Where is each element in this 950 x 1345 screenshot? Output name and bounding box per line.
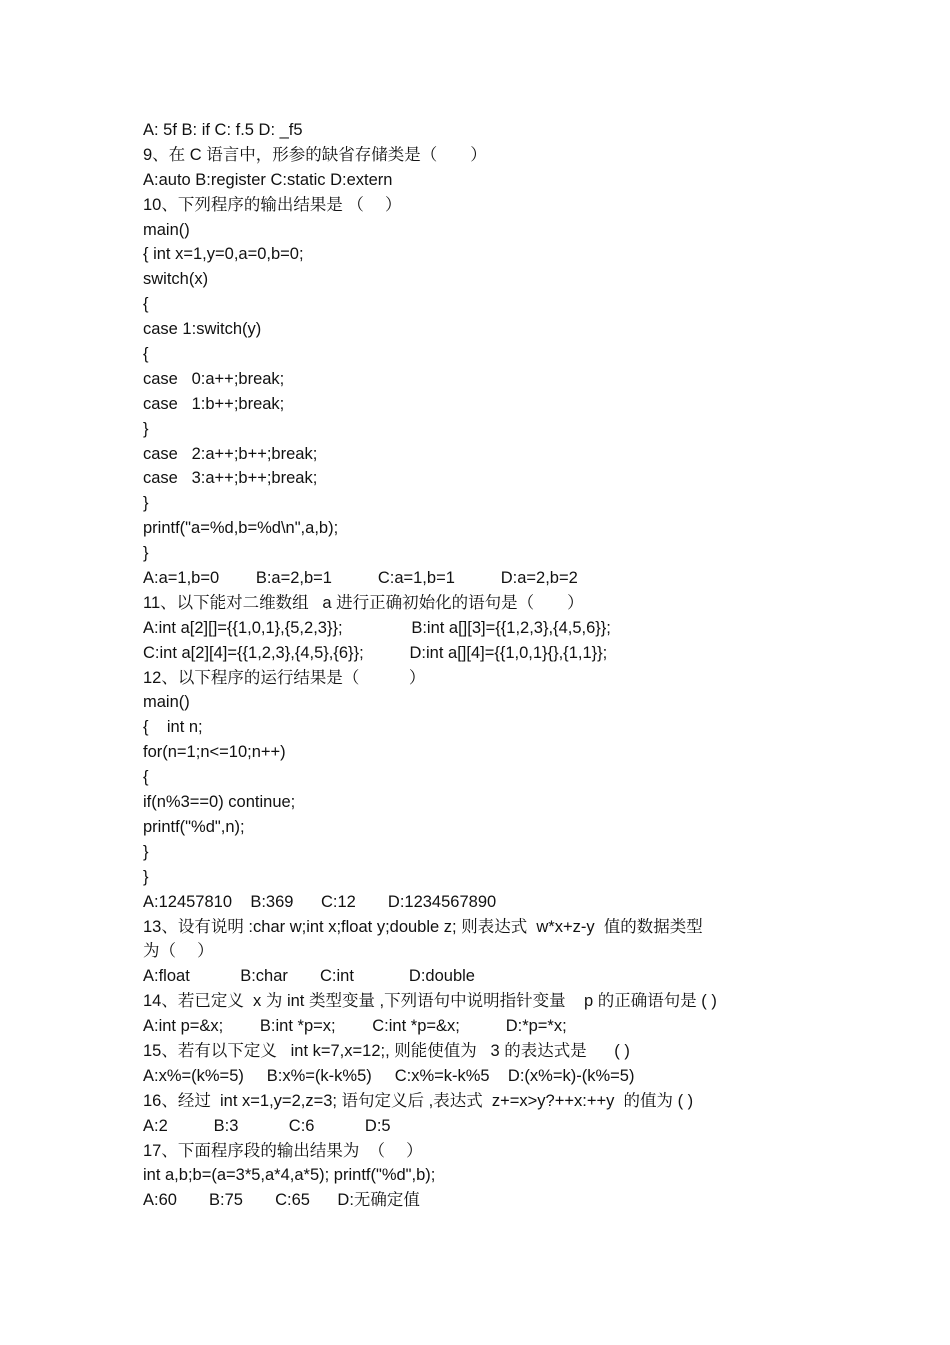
text-line: A: 5f B: if C: f.5 D: _f5 (143, 121, 303, 139)
answer-options: A:2 B:3 C:6 D:5 (143, 1116, 391, 1135)
question-9: 9、在 C 语言中，形参的缺省存储类是（ ） (143, 145, 487, 164)
answer-options: C:int a[2][4]={{1,2,3},{4,5},{6}}; D:int a[][4]={{1,0,1}{},{1,1}}; (143, 643, 608, 662)
code-line: } (143, 544, 149, 563)
code-line: case 1:b++;break; (143, 394, 285, 413)
question-14: 14、若已定义 x 为 int 类型变量 ,下列语句中说明指针变量 p 的正确语句是 ( ) (143, 992, 717, 1011)
code-line: case 1:switch(y) (143, 320, 262, 339)
code-line: { int n; (143, 718, 203, 737)
code-line: } (143, 419, 149, 438)
question-12: 12、以下程序的运行结果是（ ） (143, 668, 426, 687)
answer-options: A:x%=(k%=5) B:x%=(k-k%5) C:x%=k-k%5 D:(x%=k)-(k%=5) (143, 1066, 635, 1085)
code-line: } (143, 494, 149, 513)
code-line: { (143, 768, 149, 787)
code-line: switch(x) (143, 270, 209, 289)
question-17: 17、下面程序段的输出结果为 （ ） (143, 1141, 423, 1160)
question-11: 11、以下能对二维数组 a 进行正确初始化的语句是（ ） (143, 593, 584, 612)
code-line: { (143, 295, 149, 314)
code-line: main() (143, 220, 190, 239)
answer-options: A:int p=&x; B:int *p=x; C:int *p=&x; D:*p=*x; (143, 1017, 567, 1036)
code-line: { (143, 345, 149, 364)
text-line: A:auto B:register C:static D:extern (143, 170, 393, 189)
code-line: printf("a=%d,b=%d\n",a,b); (143, 519, 339, 538)
question-13-continued: 为（ ） (143, 942, 214, 961)
code-line: main() (143, 693, 190, 712)
answer-options: A:a=1,b=0 B:a=2,b=1 C:a=1,b=1 D:a=2,b=2 (143, 569, 578, 588)
code-line: { int x=1,y=0,a=0,b=0; (143, 245, 304, 264)
code-line: case 3:a++;b++;break; (143, 469, 318, 488)
code-line: case 2:a++;b++;break; (143, 444, 318, 463)
question-16: 16、经过 int x=1,y=2,z=3; 语句定义后 ,表达式 z+=x>y?++x:++y 的值为 ( ) (143, 1091, 694, 1110)
answer-options: A:int a[2][]={{1,0,1},{5,2,3}}; B:int a[][3]={{1,2,3},{4,5,6}}; (143, 618, 611, 637)
code-line: } (143, 842, 149, 861)
code-line: for(n=1;n<=10;n++) (143, 743, 286, 762)
answer-options: A:12457810 B:369 C:12 D:1234567890 (143, 892, 497, 911)
code-line: } (143, 867, 149, 886)
code-line: printf("%d",n); (143, 817, 245, 836)
code-line: case 0:a++;break; (143, 369, 285, 388)
question-10: 10、下列程序的输出结果是 （ ） (143, 195, 402, 214)
answer-options: A:60 B:75 C:65 D:无确定值 (143, 1191, 420, 1210)
exam-text-block (143, 118, 843, 1213)
question-15: 15、若有以下定义 int k=7,x=12;, 则能使值为 3 的表达式是 ( ) (143, 1041, 630, 1060)
answer-options: A:float B:char C:int D:double (143, 967, 475, 986)
code-line: int a,b;b=(a=3*5,a*4,a*5); printf("%d",b); (143, 1166, 436, 1185)
code-line: if(n%3==0) continue; (143, 793, 296, 812)
question-13: 13、设有说明 :char w;int x;float y;double z; 则表达式 w*x+z-y 值的数据类型 (143, 917, 703, 936)
